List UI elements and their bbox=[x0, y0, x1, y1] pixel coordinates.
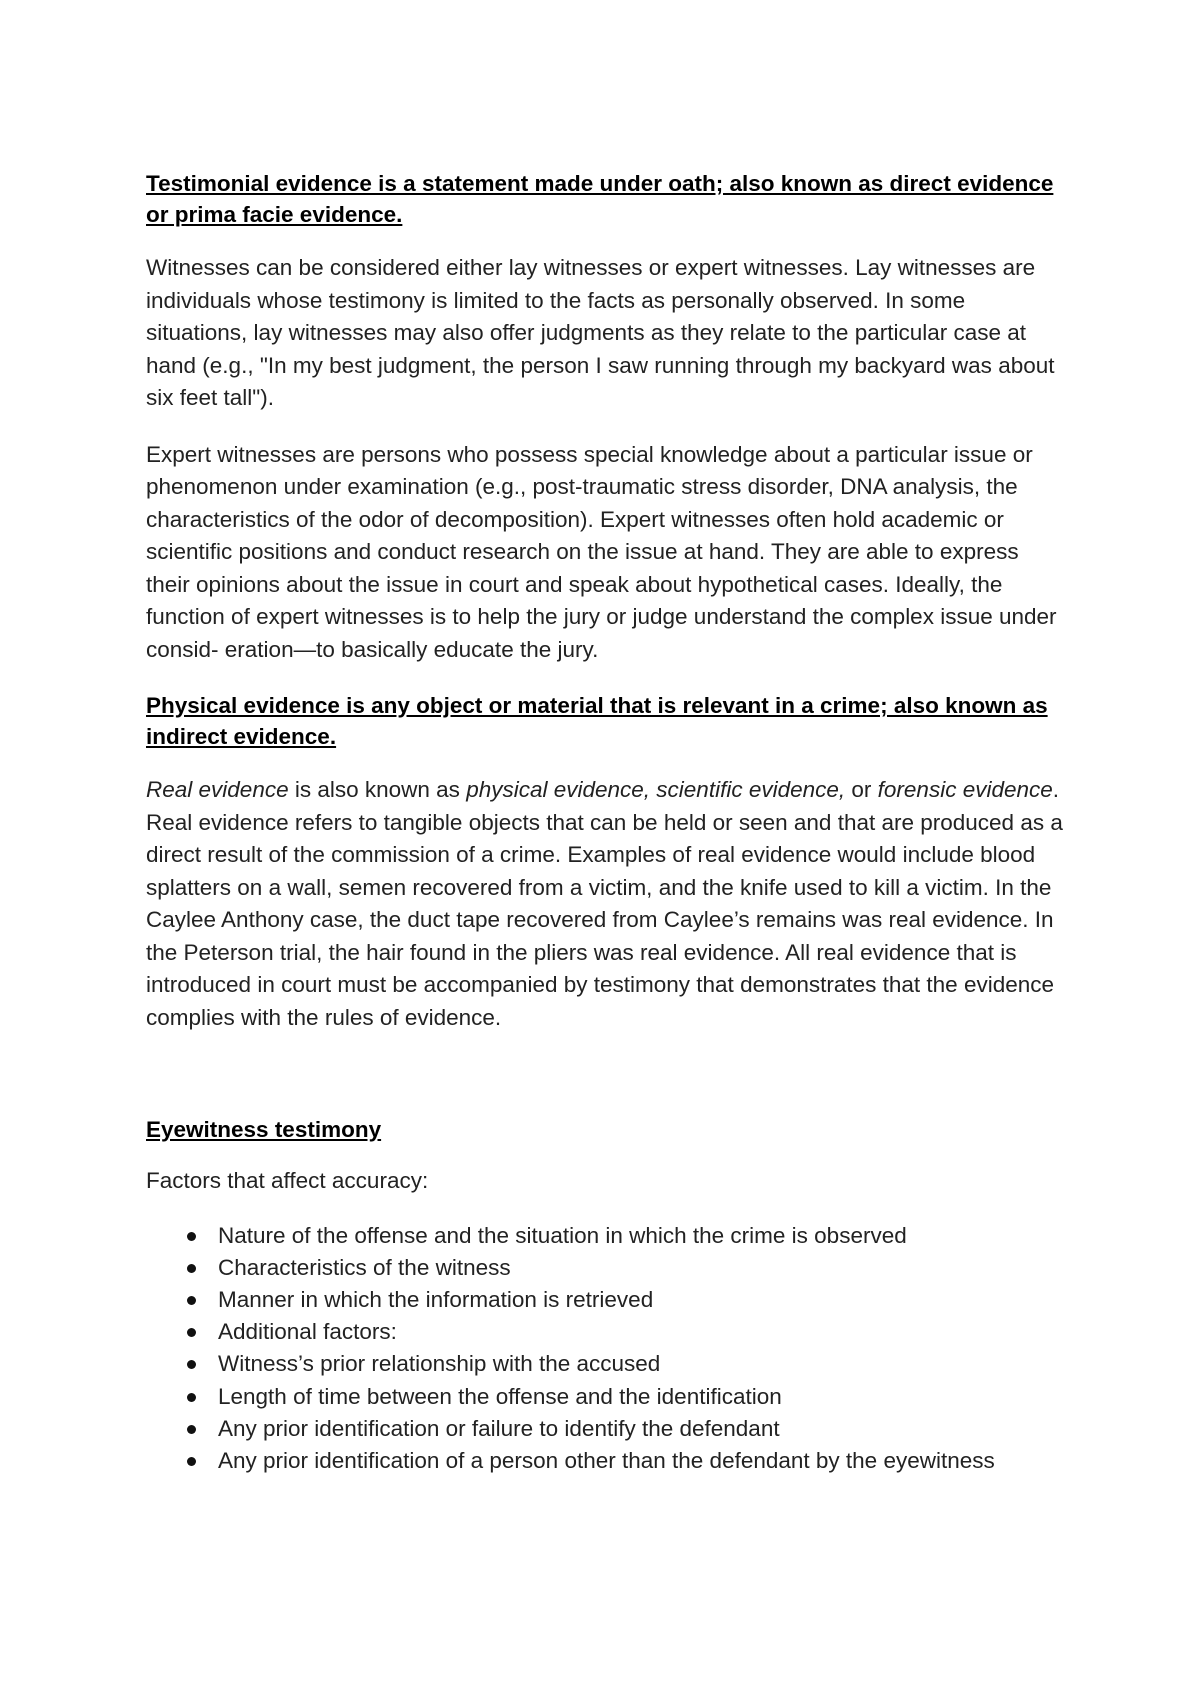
text-segment-c: . Real evidence refers to tangible objects that can be held or seen and that are produced as a direct result of the commission of a crime. Examples of real evidence would include blood splatters on a wall, semen recovered from a victim, and the knife used to kill a victim. In the Caylee Anthony case, the duct tape recovered from Caylee’s remains was real evidence. In the Peterson trial, the hair found in the pliers was real evidence. All real evidence that is introduced in court must be accompanied by testimony that demonstrates that the evidence complies with the rules of evidence. bbox=[146, 777, 1063, 1030]
list-item: Additional factors: bbox=[146, 1316, 1066, 1348]
bullet-icon bbox=[187, 1296, 196, 1305]
text-segment-b: or bbox=[845, 777, 878, 802]
heading-eyewitness-testimony: Eyewitness testimony bbox=[146, 1117, 382, 1142]
bullet-icon bbox=[187, 1328, 196, 1337]
text-segment-a: is also known as bbox=[288, 777, 467, 802]
list-item: Any prior identification of a person other than the defendant by the eyewitness bbox=[146, 1445, 1066, 1477]
list-item: Manner in which the information is retrieved bbox=[146, 1284, 1066, 1316]
bullet-icon bbox=[187, 1425, 196, 1434]
bullet-icon bbox=[187, 1360, 196, 1369]
bullet-icon bbox=[187, 1264, 196, 1273]
heading-testimonial-evidence: Testimonial evidence is a statement made under oath; also known as direct evidence or prima facie evidence. bbox=[146, 171, 1054, 227]
list-item: Nature of the offense and the situation in which the crime is observed bbox=[146, 1220, 1066, 1252]
bullet-icon bbox=[187, 1457, 196, 1466]
paragraph-real-evidence bbox=[146, 774, 1066, 1034]
heading-physical-evidence: Physical evidence is any object or material that is relevant in a crime; also known as indirect evidence. bbox=[146, 693, 1048, 749]
term-forensic-evidence: forensic evidence bbox=[877, 777, 1053, 802]
paragraph-factors-intro: Factors that affect accuracy: bbox=[146, 1168, 429, 1193]
paragraph-lay-witnesses: Witnesses can be considered either lay witnesses or expert witnesses. Lay witnesses are individuals whose testimony is limited to the facts as personally observed. In some situations, lay witnesses may also offer judgments as they relate to the particular case at hand (e.g., "In my best judgment, the person I saw running through my backyard was about six feet tall"). bbox=[146, 255, 1055, 410]
document-page bbox=[146, 168, 1066, 1477]
term-real-evidence: Real evidence bbox=[146, 777, 289, 802]
list-item: Length of time between the offense and the identification bbox=[146, 1381, 1066, 1413]
bullet-icon bbox=[187, 1393, 196, 1402]
paragraph-expert-witnesses: Expert witnesses are persons who possess special knowledge about a particular issue or phenomenon under examination (e.g., post-traumatic stress disorder, DNA analysis, the characteristics of the odor of decomposition). Expert witnesses often hold academic or scientific positions and conduct research on the issue at hand. They are able to express their opinions about the issue in court and speak about hypothetical cases. Ideally, the function of expert witnesses is to help the jury or judge understand the complex issue under consid- eration—to basically educate the jury. bbox=[146, 441, 1057, 662]
bullet-icon bbox=[187, 1232, 196, 1241]
factors-list bbox=[146, 1220, 1066, 1478]
list-item: Witness’s prior relationship with the accused bbox=[146, 1348, 1066, 1380]
list-item: Any prior identification or failure to identify the defendant bbox=[146, 1413, 1066, 1445]
term-physical-evidence: physical evidence, scientific evidence, bbox=[466, 777, 846, 802]
list-item: Characteristics of the witness bbox=[146, 1252, 1066, 1284]
